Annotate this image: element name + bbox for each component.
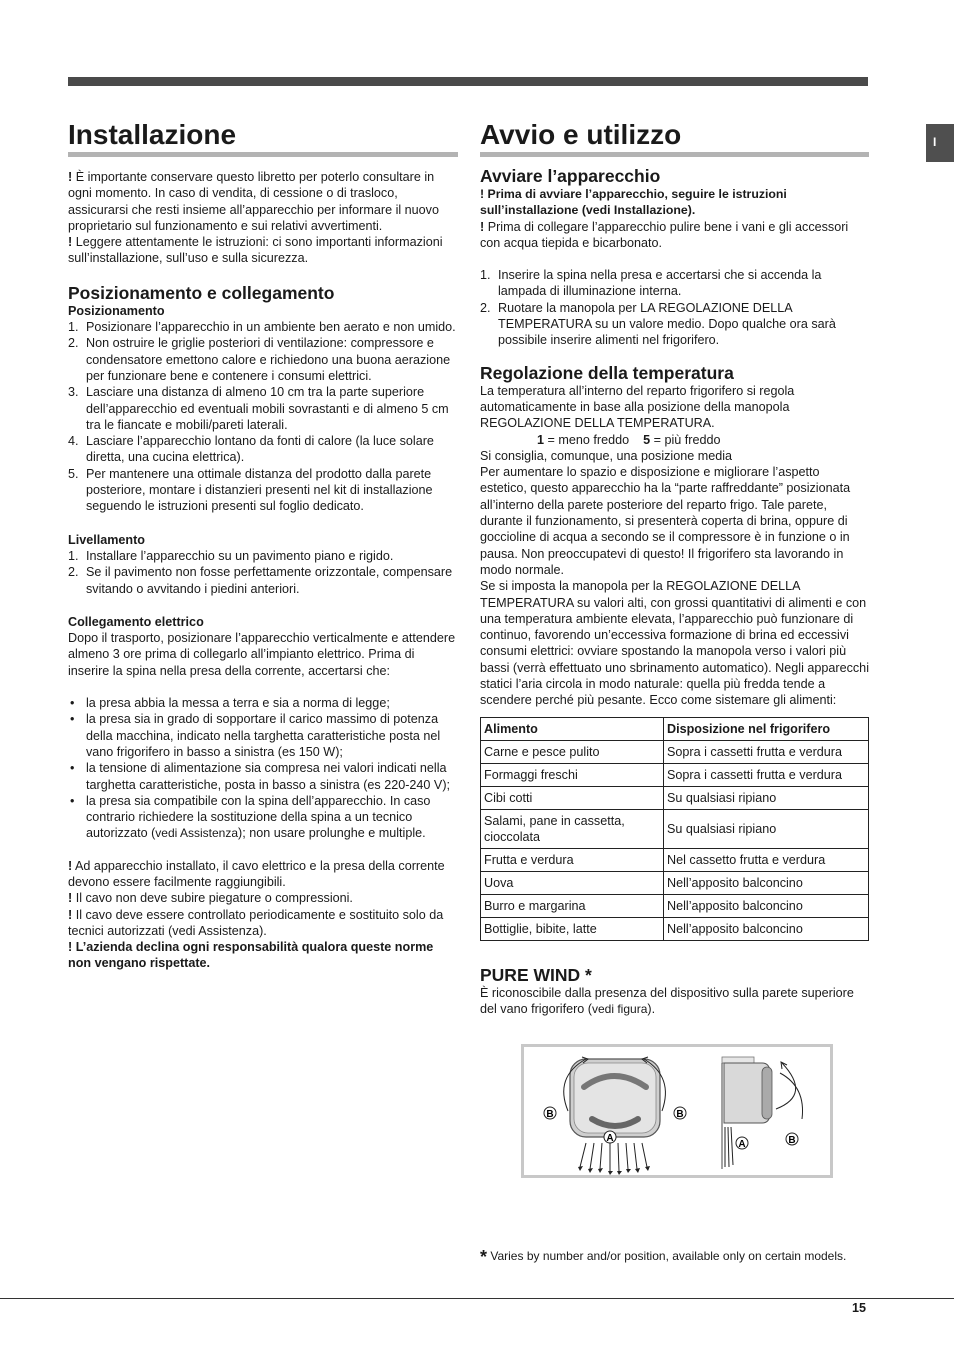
vedi-figura-ref: vedi figura	[592, 1001, 648, 1016]
table-row: Burro e margarina Nell’apposito balconcino	[481, 894, 869, 917]
regolazione-text-2: Si consiglia, comunque, una posizione media	[480, 448, 733, 463]
table-row: Bottiglie, bibite, latte Nell’apposito balconcino	[481, 917, 869, 940]
table-row: Uova Nell’apposito balconcino	[481, 871, 869, 894]
list-item: • la tensione di alimentazione sia compresa nei valori indicati nella targhetta caratteristiche, posta in basso a sinistra (es 220-240 V);	[70, 761, 451, 792]
regolazione-text-3: Per aumentare lo spazio e disposizione e migliorare l’aspetto estetico, questo apparecchio ha la “parte raffreddante” posizionata all’interno della parete posteriore del reparto frigo. Tale parete, durante il funzionamento, si presenterà coperta di brina, oppure di goccioline di acqua a secondo se il compressore è in funzione o in pausa. Non preoccupatevi di questo! Il frigorifero sta lavorando in modo normale.	[480, 465, 851, 577]
posizionamento-subheading: Posizionamento	[68, 303, 165, 318]
list-item: • la presa sia in grado di sopportare il carico massimo di potenza della macchina, indicato nella targhetta caratteristiche posta nel vano frigorifero in basso a sinistra (es 150 W);	[70, 712, 441, 759]
final-warning: ! L’azienda declina ogni responsabilità qualora queste norme non vengano rispettate.	[68, 940, 434, 971]
vedi-assistenza-ref: vedi Assistenza	[155, 826, 239, 841]
warning-1: ! Ad apparecchio installato, il cavo elettrico e la presa della corrente devono essere facilmente raggiungibili.	[68, 858, 445, 889]
collegamento-subheading: Collegamento elettrico	[68, 614, 204, 629]
label-b-left: B	[546, 1109, 554, 1120]
list-item: 3. Lasciare una distanza di almeno 10 cm tra la parte superiore dell’apparecchio ed eventuali mobili sovrastanti e di almeno 5 cm tra le fiancate e mobili/pareti laterali.	[68, 385, 449, 432]
left-column	[68, 118, 458, 972]
avviare-text: ! Prima di collegare l’apparecchio pulire bene i vani e gli accessori con acqua tiepida e bicarbonato.	[480, 219, 849, 250]
top-bar	[68, 77, 868, 86]
language-tab	[926, 124, 954, 162]
list-item: 4. Lasciare l’apparecchio lontano da fonti di calore (la luce solare diretta, una cucina elettrica).	[68, 434, 434, 465]
footnote-star: *	[480, 1247, 488, 1267]
posizionamento-list	[68, 319, 458, 515]
list-item: 1. Installare l’apparecchio su un pavimento piano e rigido.	[68, 548, 394, 563]
list-item: • la presa abbia la messa a terra e sia a norma di legge;	[70, 696, 390, 711]
avviare-bold-note: ! Prima di avviare l’apparecchio, seguire le istruzioni sull’installazione (vedi Installazione).	[480, 187, 787, 218]
list-item: • la presa sia compatibile con la spina dell’apparecchio. In caso contrario richiedere la sostituzione della spina a un tecnico autorizzato (vedi Assistenza); non usare prolunghe e multiple.	[70, 793, 431, 841]
pure-wind-diagram	[524, 1047, 830, 1175]
avviare-list	[480, 267, 869, 348]
bottom-rule	[0, 1298, 954, 1299]
table-header: Disposizione nel frigorifero	[664, 717, 869, 740]
label-a-side: A	[738, 1139, 746, 1150]
table-row: Cibi cotti Su qualsiasi ripiano	[481, 786, 869, 809]
intro-2: ! Leggere attentamente le istruzioni: ci sono importanti informazioni sull’installazione, sull’uso e sulla sicurezza.	[68, 235, 443, 266]
list-item: 1. Inserire la spina nella presa e accertarsi che si accenda la lampada di illuminazione interna.	[480, 268, 822, 299]
posizionamento-collegamento-heading: Posizionamento e collegamento	[68, 282, 335, 303]
avvio-utilizzo-title: Avvio e utilizzo	[480, 118, 869, 157]
label-b-side: B	[788, 1135, 796, 1146]
pure-wind-text: È riconoscibile dalla presenza del dispositivo sulla parete superiore del vano frigorifero (vedi figura).	[480, 985, 854, 1016]
regolazione-text-4: Se si imposta la manopola per la REGOLAZIONE DELLA TEMPERATURA su valori alti, con grossi quantitativi di alimenti e con una temperatura ambiente elevata, l’apparecchio può funzionare di continuo, favorendo un’eccessiva formazione di brina ed eccessivi consumi elettrici: ovviare spostando la manopola verso i valori più bassi (verrà effettuato uno sbrinamento automatico). Negli apparecchi statici l’aria circola in modo naturale: quella più fredda tende a scendere perché più pesante. Ecco come sistemare gli alimenti:	[480, 579, 869, 708]
list-item: 5. Per mantenere una ottimale distanza del prodotto dalla parete posteriore, montare i distanzieri presenti nel kit di installazione seguendo le istruzioni presenti sul foglio dedicato.	[68, 466, 433, 514]
collegamento-text: Dopo il trasporto, posizionare l’apparecchio verticalmente e attendere almeno 3 ore prima di collegarlo all’impianto elettrico. Prima di inserire la spina nella presa della corrente, accertarsi che:	[68, 631, 456, 678]
food-table	[480, 717, 869, 941]
label-b-right: B	[676, 1109, 684, 1120]
avviare-heading: Avviare l’apparecchio	[480, 166, 661, 186]
table-row: Carne e pesce pulito Sopra i cassetti frutta e verdura	[481, 740, 869, 763]
regolazione-heading: Regolazione della temperatura	[480, 362, 734, 383]
livellamento-list	[68, 548, 458, 597]
regolazione-text: La temperatura all’interno del reparto frigorifero si regola automaticamente in base alla posizione della manopola REGOLAZIONE DELLA TEMPERATURA.	[480, 383, 795, 431]
installazione-title: Installazione	[68, 118, 458, 157]
footnote	[480, 1248, 880, 1265]
list-item: 1. Posizionare l’apparecchio in un ambiente ben aerato e non umido.	[68, 320, 456, 335]
pure-wind-figure	[521, 1044, 833, 1178]
language-tab-label: I	[933, 135, 937, 149]
pure-wind-heading: PURE WIND *	[480, 964, 592, 985]
list-item: 2. Ruotare la manopola per LA REGOLAZIONE DELLA TEMPERATURA su un valore medio. Dopo qualche ora sarà possibile inserire alimenti nel frigorifero.	[480, 300, 836, 348]
footnote-text: Varies by number and/or position, available only on certain models.	[490, 1249, 847, 1263]
label-a-front: A	[606, 1133, 614, 1144]
livellamento-subheading: Livellamento	[68, 532, 145, 547]
intro-1: ! È importante conservare questo libretto per poterlo consultare in ogni momento. In caso di vendita, di cessione o di trasloco, assicurarsi che resti insieme all’apparecchio per informare il nuovo proprietario sul funzionamento e sui relativi avvertimenti.	[68, 170, 439, 233]
table-header-row	[481, 717, 869, 740]
collegamento-bullets	[68, 695, 458, 842]
temperature-scale: 1 = meno freddo 5 = più freddo	[537, 432, 721, 447]
warning-3: ! Il cavo deve essere controllato periodicamente e sostituito solo da tecnici autorizzati (vedi Assistenza).	[68, 907, 444, 938]
table-row: Frutta e verdura Nel cassetto frutta e verdura	[481, 848, 869, 871]
right-column	[480, 118, 869, 1017]
warning-2: ! Il cavo non deve subire piegature o compressioni.	[68, 891, 353, 906]
page-number: 15	[852, 1301, 867, 1315]
list-item: 2. Se il pavimento non fosse perfettamente orizzontale, compensare svitando o avvitando i piedini anteriori.	[68, 565, 453, 596]
list-item: 2. Non ostruire le griglie posteriori di ventilazione: compressore e condensatore emettono calore e richiedono una buona aerazione per funzionare bene e contenere i consumi elettrici.	[68, 336, 451, 383]
table-header: Alimento	[481, 717, 664, 740]
table-row: Salami, pane in cassetta, cioccolata Su qualsiasi ripiano	[481, 809, 869, 848]
table-row: Formaggi freschi Sopra i cassetti frutta e verdura	[481, 763, 869, 786]
